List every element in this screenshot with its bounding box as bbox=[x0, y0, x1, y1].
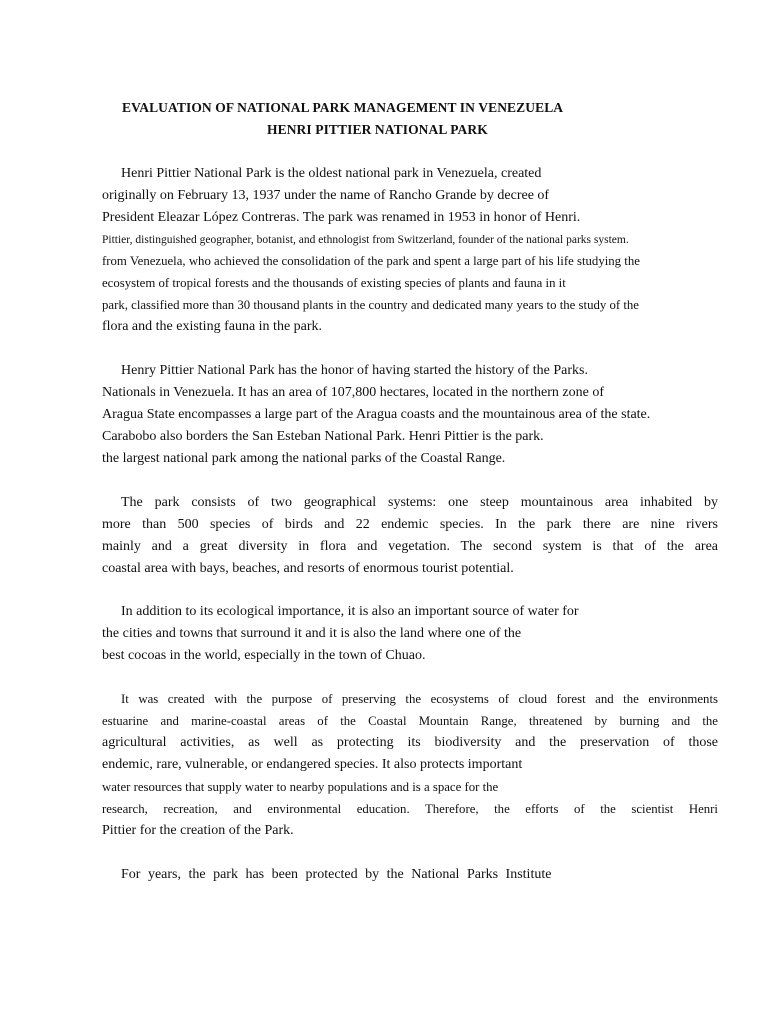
paragraph-1-line-7: park, classified more than 30 thousand plants in the country and dedicated many years to the study of the bbox=[102, 298, 639, 312]
paragraph-1-line-4: Pittier, distinguished geographer, botanist, and ethnologist from Switzerland, founder of the national parks system. bbox=[102, 234, 629, 246]
paragraph-5-line-7: Pittier for the creation of the Park. bbox=[102, 823, 294, 838]
paragraph-4-line-3: best cocoas in the world, especially in the town of Chuao. bbox=[102, 648, 426, 663]
document-title: EVALUATION OF NATIONAL PARK MANAGEMENT IN VENEZUELA bbox=[122, 100, 564, 115]
paragraph-1-line-1: Henri Pittier National Park is the oldest national park in Venezuela, created bbox=[121, 166, 542, 181]
paragraph-1-line-2: originally on February 13, 1937 under the name of Rancho Grande by decree of bbox=[102, 188, 550, 203]
paragraph-5-line-6: research, recreation, and environmental education. Therefore, the efforts of the scientist Henri bbox=[102, 802, 718, 816]
paragraph-1-line-6: ecosystem of tropical forests and the thousands of existing species of plants and fauna in it bbox=[102, 276, 566, 290]
paragraph-2-line-5: the largest national park among the national parks of the Coastal Range. bbox=[102, 451, 506, 466]
paragraph-2-line-2: Nationals in Venezuela. It has an area of 107,800 hectares, located in the northern zone of bbox=[102, 385, 604, 400]
paragraph-6-line-1: For years, the park has been protected by the National Parks Institute bbox=[121, 867, 552, 882]
paragraph-3-line-2: more than 500 species of birds and 22 endemic species. In the park there are nine rivers bbox=[102, 517, 718, 532]
paragraph-5-line-3: agricultural activities, as well as protecting its biodiversity and the preservation of those bbox=[102, 735, 718, 750]
paragraph-1-line-8: flora and the existing fauna in the park. bbox=[102, 319, 323, 334]
paragraph-4-line-1: In addition to its ecological importance, it is also an important source of water for bbox=[121, 604, 579, 619]
paragraph-2-line-4: Carabobo also borders the San Esteban National Park. Henri Pittier is the park. bbox=[102, 429, 544, 444]
paragraph-3-line-4: coastal area with bays, beaches, and resorts of enormous tourist potential. bbox=[102, 561, 514, 576]
paragraph-3-line-3: mainly and a great diversity in flora and vegetation. The second system is that of the area bbox=[102, 539, 718, 554]
paragraph-2-line-1: Henry Pittier National Park has the honor of having started the history of the Parks. bbox=[121, 363, 588, 378]
paragraph-5-line-1: It was created with the purpose of preserving the ecosystems of cloud forest and the environments bbox=[121, 692, 718, 706]
paragraph-4-line-2: the cities and towns that surround it and it is also the land where one of the bbox=[102, 626, 522, 641]
paragraph-2-line-3: Aragua State encompasses a large part of the Aragua coasts and the mountainous area of the state. bbox=[102, 407, 651, 422]
document-subtitle: HENRI PITTIER NATIONAL PARK bbox=[267, 122, 488, 137]
paragraph-5-line-4: endemic, rare, vulnerable, or endangered species. It also protects important bbox=[102, 757, 523, 772]
paragraph-3-line-1: The park consists of two geographical systems: one steep mountainous area inhabited by bbox=[121, 495, 718, 510]
paragraph-1-line-3: President Eleazar López Contreras. The park was renamed in 1953 in honor of Henri. bbox=[102, 210, 581, 225]
paragraph-5-line-2: estuarine and marine-coastal areas of the Coastal Mountain Range, threatened by burning and the bbox=[102, 714, 718, 728]
paragraph-5-line-5: water resources that supply water to nearby populations and is a space for the bbox=[102, 780, 499, 794]
paragraph-1-line-5: from Venezuela, who achieved the consolidation of the park and spent a large part of his life studying the bbox=[102, 254, 640, 268]
